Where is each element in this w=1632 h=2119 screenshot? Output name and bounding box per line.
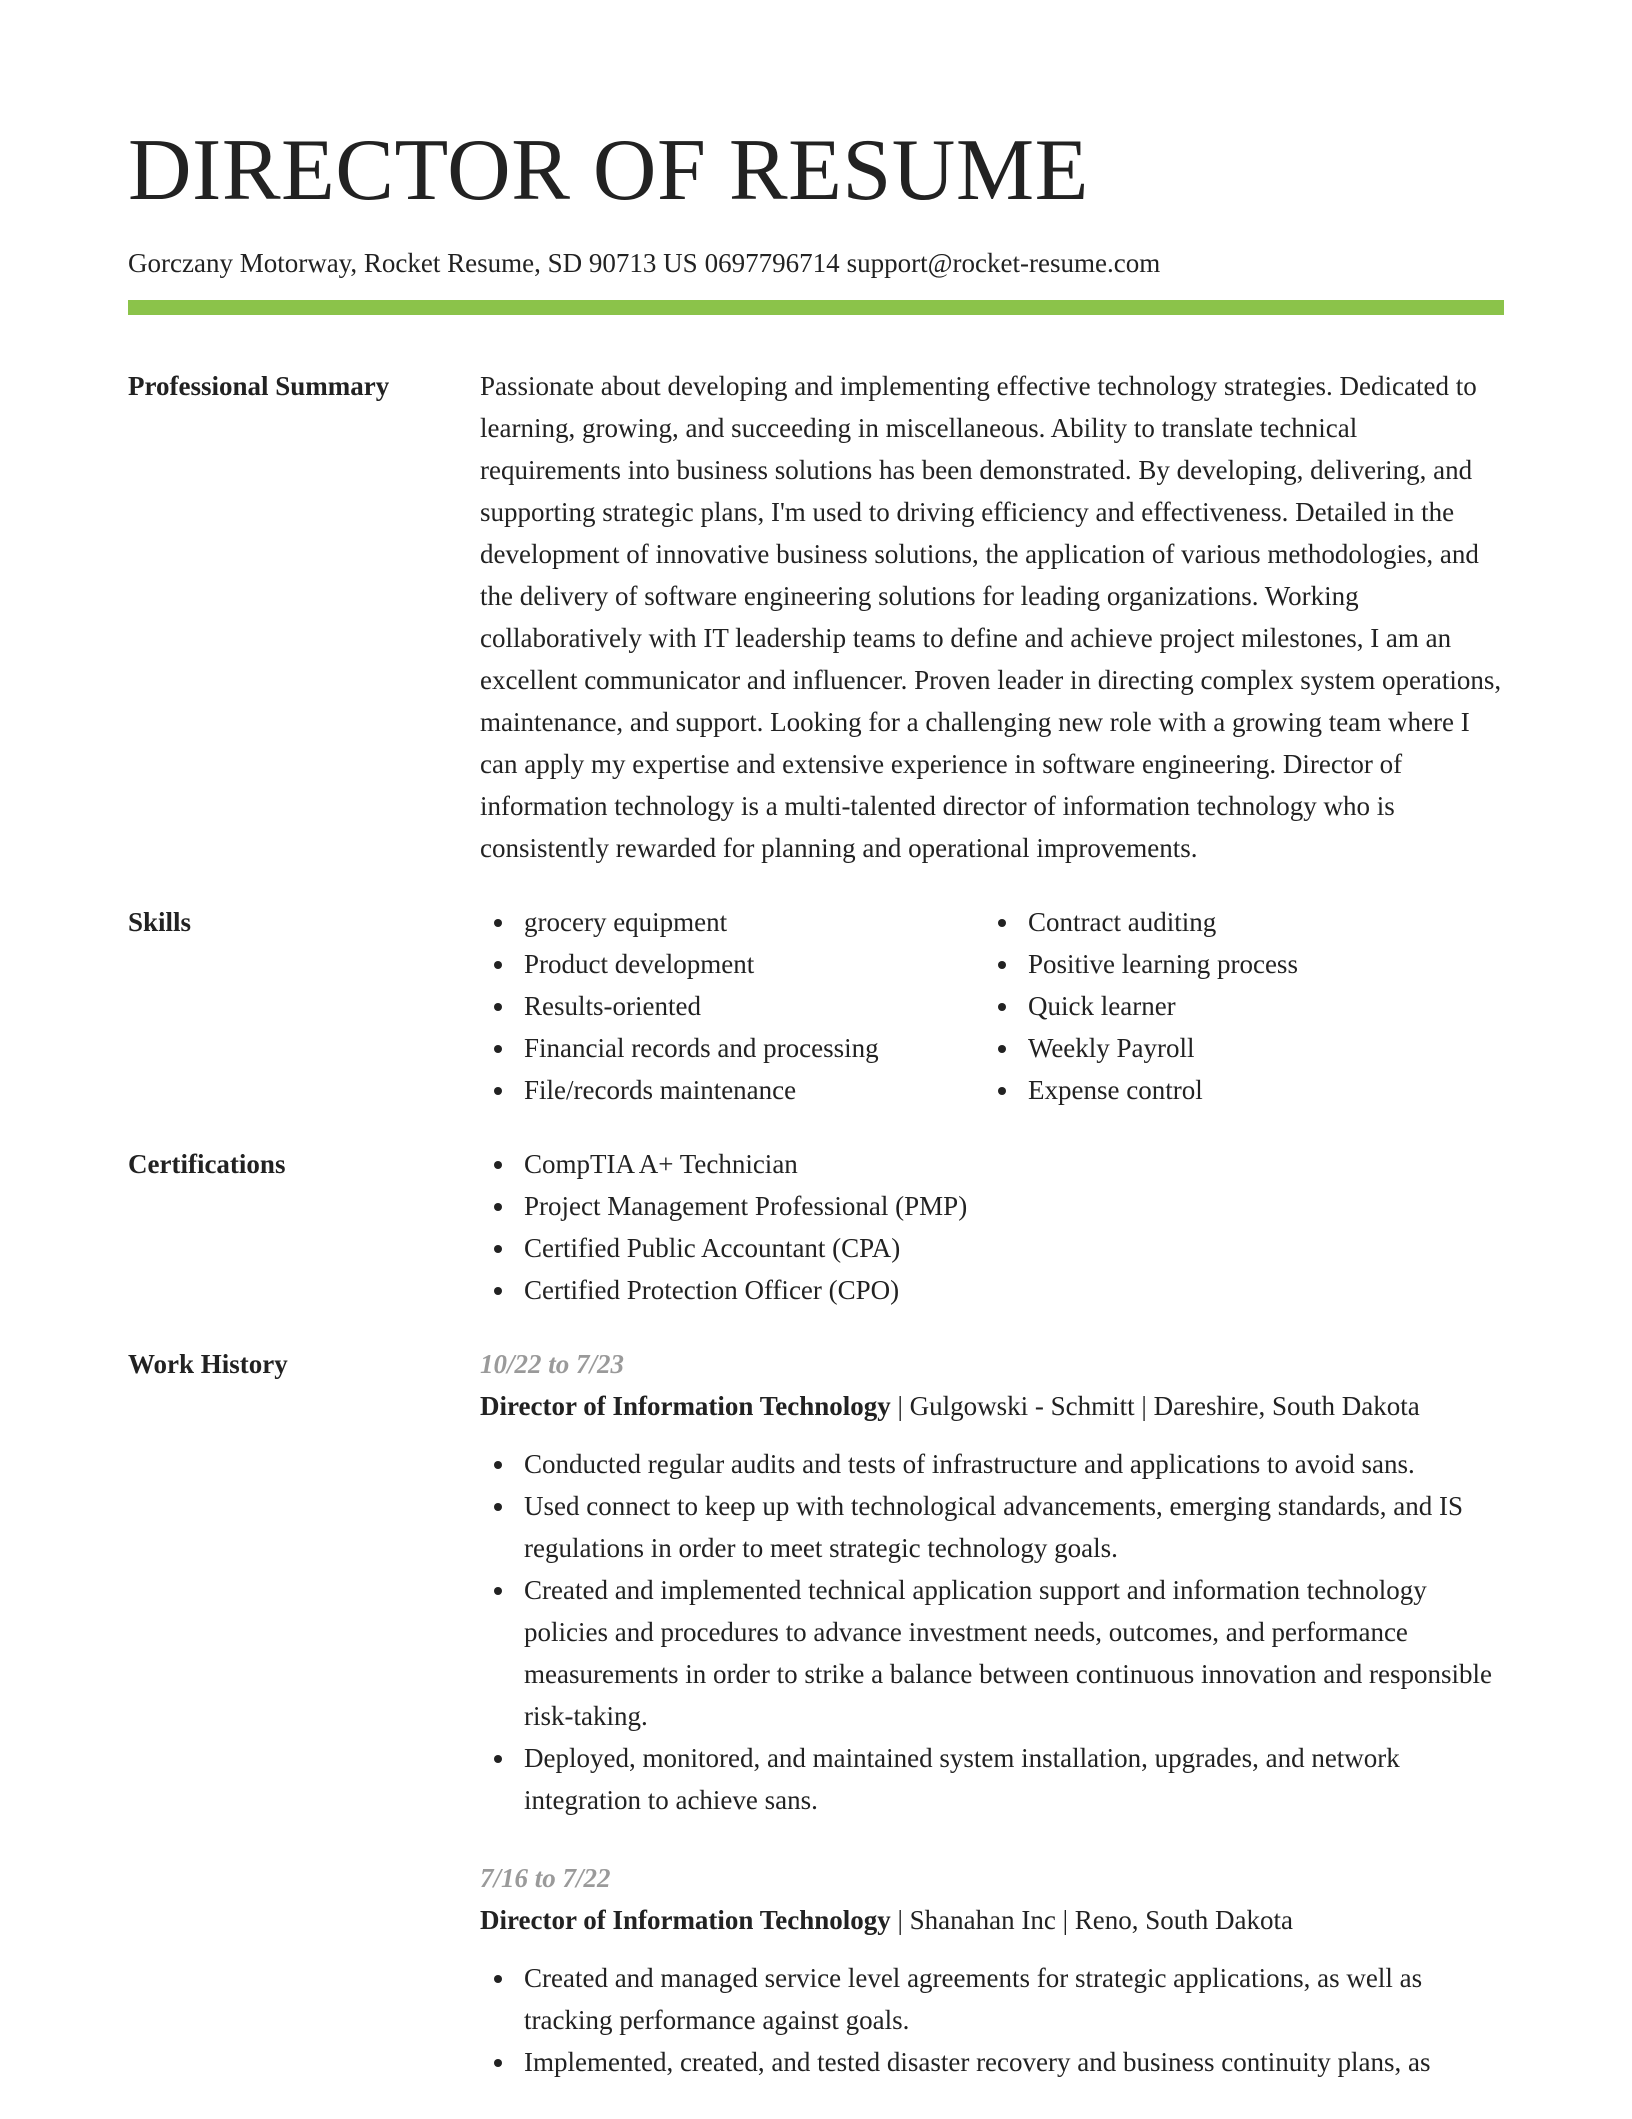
skill-item: Product development	[480, 943, 984, 985]
job-bullets	[480, 1443, 1504, 1821]
summary-body	[480, 365, 1504, 869]
job-bullets	[480, 1957, 1504, 2083]
skill-item: Expense control	[984, 1069, 1488, 1111]
skill-item: Quick learner	[984, 985, 1488, 1027]
job-details: | Gulgowski - Schmitt | Dareshire, South Dakota	[890, 1391, 1420, 1421]
job-dates: 7/16 to 7/22	[480, 1863, 611, 1893]
work-history-section	[128, 1343, 1504, 2119]
contact-line	[128, 246, 1504, 280]
job-bullet: Implemented, created, and tested disaster recovery and business continuity plans, as	[480, 2041, 1504, 2083]
skills-label: Skills	[128, 907, 192, 937]
job-title-line	[480, 1385, 1504, 1427]
skills-list-right	[984, 901, 1488, 1111]
job-entry	[480, 1857, 1504, 2083]
certification-item: CompTIA A+ Technician	[480, 1143, 1504, 1185]
job-entry	[480, 1343, 1504, 1821]
resume-page	[128, 0, 1504, 2119]
skills-grid	[480, 901, 1504, 1111]
candidate-name: DIRECTOR OF RESUME	[128, 122, 1089, 219]
certifications-section	[128, 1143, 1504, 1311]
work-history-body	[480, 1343, 1504, 2119]
skills-body	[480, 901, 1504, 1111]
summary-label: Professional Summary	[128, 371, 390, 401]
skill-item: Results-oriented	[480, 985, 984, 1027]
skill-item: Financial records and processing	[480, 1027, 984, 1069]
contact-address: Gorczany Motorway, Rocket Resume, SD 90713 US	[128, 248, 698, 278]
contact-email: support@rocket-resume.com	[846, 248, 1161, 278]
certifications-list	[480, 1143, 1504, 1311]
skill-item: grocery equipment	[480, 901, 984, 943]
certifications-body	[480, 1143, 1504, 1311]
certification-item: Project Management Professional (PMP)	[480, 1185, 1504, 1227]
summary-text: Passionate about developing and implementing effective technology strategies. Dedicated to learning, growing, and succeeding in miscellaneous. Ability to translate technical requirements into business solutions has been demonstrated. By developing, delivering, and supporting strategic plans, I'm used to driving efficiency and effectiveness. Detailed in the development of innovative business solutions, the application of various methodologies, and the delivery of software engineering solutions for leading organizations. Working collaboratively with IT leadership teams to define and achieve project milestones, I am an excellent communicator and influencer. Proven leader in directing complex system operations, maintenance, and support. Looking for a challenging new role with a growing team where I can apply my expertise and extensive experience in software engineering. Director of information technology is a multi-talented director of information technology who is consistently rewarded for planning and operational improvements.	[480, 371, 1502, 863]
job-bullet: Used connect to keep up with technological advancements, emerging standards, and IS regulations in order to meet strategic technology goals.	[480, 1485, 1504, 1569]
job-bullet: Conducted regular audits and tests of infrastructure and applications to avoid sans.	[480, 1443, 1504, 1485]
certifications-label: Certifications	[128, 1149, 286, 1179]
skill-item: Weekly Payroll	[984, 1027, 1488, 1069]
job-title-line	[480, 1899, 1504, 1941]
job-dates: 10/22 to 7/23	[480, 1349, 625, 1379]
skills-section	[128, 901, 1504, 1111]
certification-item: Certified Public Accountant (CPA)	[480, 1227, 1504, 1269]
skills-list-left	[480, 901, 984, 1111]
job-bullet: Created and implemented technical application support and information technology policies and procedures to advance investment needs, outcomes, and performance measurements in order to strike a balance between continuous innovation and responsible risk-taking.	[480, 1569, 1504, 1737]
job-bullet: Created and managed service level agreements for strategic applications, as well as tracking performance against goals.	[480, 1957, 1504, 2041]
job-details: | Shanahan Inc | Reno, South Dakota	[890, 1905, 1293, 1935]
summary-section	[128, 365, 1504, 869]
certification-item: Certified Protection Officer (CPO)	[480, 1269, 1504, 1311]
accent-divider	[128, 300, 1504, 315]
job-title: Director of Information Technology	[480, 1905, 891, 1935]
skill-item: Positive learning process	[984, 943, 1488, 985]
job-title: Director of Information Technology	[480, 1391, 891, 1421]
job-bullet: Deployed, monitored, and maintained system installation, upgrades, and network integration to achieve sans.	[480, 1737, 1504, 1821]
contact-phone: 0697796714	[704, 248, 840, 278]
skill-item: File/records maintenance	[480, 1069, 984, 1111]
skill-item: Contract auditing	[984, 901, 1488, 943]
work-history-label: Work History	[128, 1349, 288, 1379]
